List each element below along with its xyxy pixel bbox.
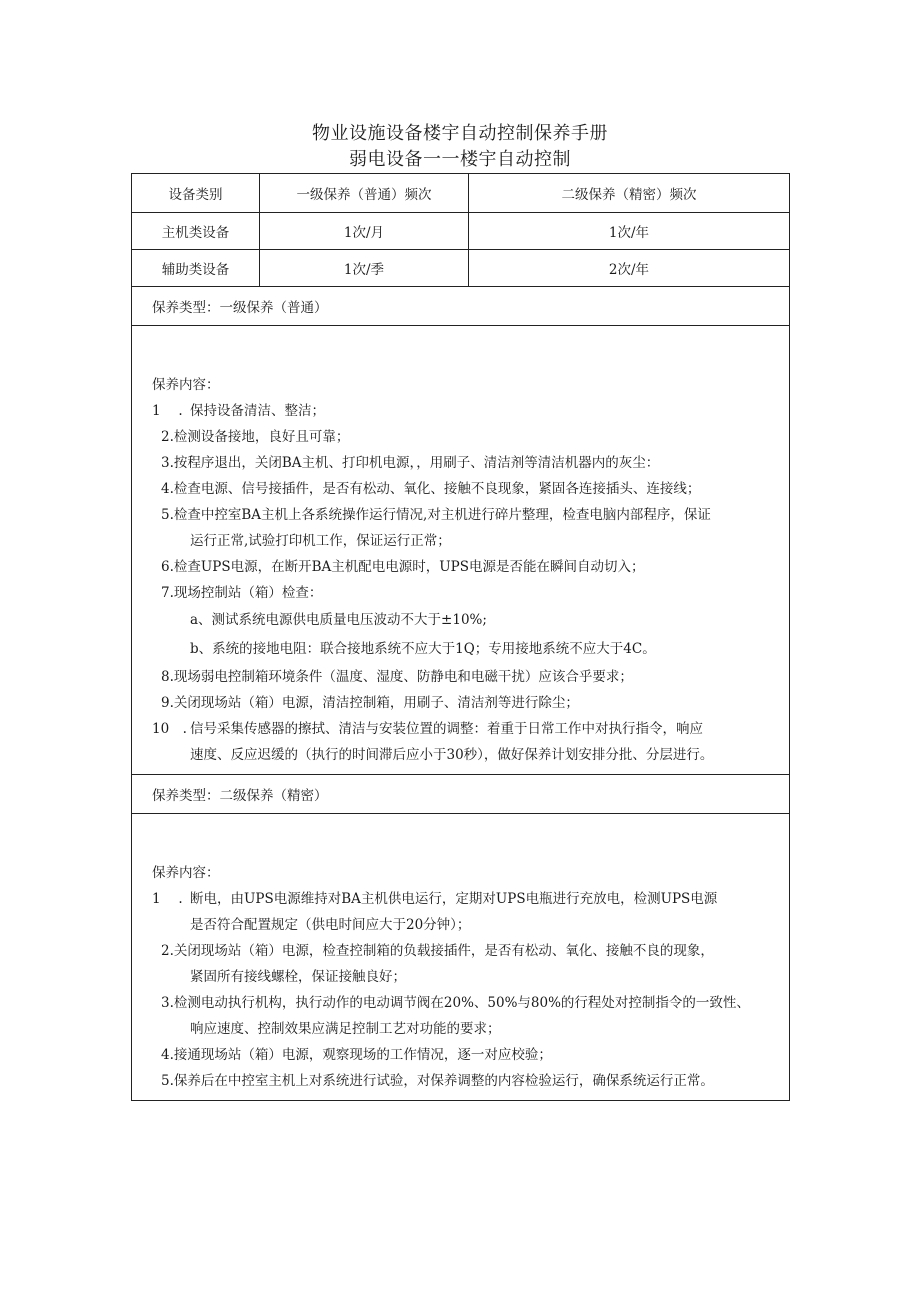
level2-content-cell [132,814,790,1101]
item-text: 信号采集传感器的擦拭、清洁与安装位置的调整：着重于日常工作中对执行指令，响应 [190,721,703,737]
header-level1-frequency: 一级保养（普通）频次 [260,174,469,213]
level1-type-row [132,287,790,326]
item-number: 3. [161,995,174,1011]
level1-item [152,502,785,528]
item-text: 按程序退出，关闭BA主机、打印机电源，，用刷子、清洁剂等清洁机器内的灰尘： [173,455,660,471]
item-text: 运行正常,试验打印机工作，保证运行正常； [190,533,451,549]
header-category: 设备类别 [132,174,260,213]
level2-item [152,938,785,964]
level1-item-continuation [152,528,785,554]
level2-item-continuation [152,912,785,938]
level1-sub-item: a、测试系统电源供电质量电压波动不大于±10%; [190,612,487,628]
item-number: 1 . [152,403,183,419]
frequency-header-row [132,174,790,213]
level2-item [152,1042,785,1068]
level2-frequency-cell: 1次/年 [469,213,790,250]
item-number: 5. [161,507,174,523]
level1-content-cell [132,326,790,775]
level2-item-continuation [152,1016,785,1042]
item-text: 保持设备清洁、整洁； [190,403,325,419]
item-text: 速度、反应迟缓的（执行的时间滞后应小于30秒），做好保养计划安排分批、分层进行。 [190,747,714,763]
item-number: 9. [161,695,174,711]
item-text: 响应速度、控制效果应满足控制工艺对功能的要求； [190,1021,501,1037]
item-text: 检测电动执行机构，执行动作的电动调节阀在20%、50%与80%的行程处对控制指令的一致性、 [173,995,750,1011]
item-text: 保养后在中控室主机上对系统进行试验，对保养调整的内容检验运行，确保系统运行正常。 [173,1073,714,1089]
item-text: 是否符合配置规定（供电时间应大于20分钟）； [190,917,471,933]
level2-type-label: 保养类型：二级保养（精密） [132,775,790,814]
item-number: 7. [161,585,174,601]
level2-content-label: 保养内容： [152,865,220,881]
level1-item [152,476,785,502]
level2-frequency-cell: 2次/年 [469,250,790,287]
item-text: 检查电源、信号接插件，是否有松动、氧化、接触不良现象，紧固各连接插头、连接线； [173,481,701,497]
level1-item [152,690,785,716]
item-number: 3. [161,455,174,471]
level1-frequency-cell: 1次/季 [260,250,469,287]
item-text: 检查UPS电源，在断开BA主机配电电源时，UPS电源是否能在瞬间自动切入； [173,559,645,575]
frequency-row-auxiliary [132,250,790,287]
level2-item [152,990,785,1016]
level1-frequency-cell: 1次/月 [260,213,469,250]
level1-item-continuation [152,742,785,768]
item-number: 1 . [152,891,183,907]
item-text: 断电，由UPS电源维持对BA主机供电运行，定期对UPS电瓶进行充放电，检测UPS电源 [190,891,718,907]
item-text: 接通现场站（箱）电源，观察现场的工作情况，逐一对应校验； [173,1047,552,1063]
level1-type-label: 保养类型：一级保养（普通） [132,287,790,326]
item-text: 关闭现场站（箱）电源，清洁控制箱，用刷子、清洁剂等进行除尘； [173,695,579,711]
level2-content-row [132,814,790,1101]
item-number: 5. [161,1073,174,1089]
level2-item-continuation [152,964,785,990]
header-level2-frequency: 二级保养（精密）频次 [469,174,790,213]
item-number: 8. [161,669,174,685]
item-number: 6. [161,559,174,575]
document-title: 物业设施设备楼宇自动控制保养手册 [312,123,608,144]
item-text: 关闭现场站（箱）电源，检查控制箱的负载接插件，是否有松动、氧化、接触不良的现象， [173,943,714,959]
level2-item [152,1068,785,1094]
item-text: 现场控制站（箱）检查： [173,585,323,601]
level1-content-row [132,326,790,775]
level1-item [152,716,785,742]
category-cell: 主机类设备 [132,213,260,250]
frequency-row-host [132,213,790,250]
level1-item [152,554,785,580]
item-number: 4. [161,1047,174,1063]
level1-item [152,580,785,606]
item-number: 10 . [152,721,187,737]
level2-type-row [132,775,790,814]
item-text: 检测设备接地，良好且可靠； [173,429,350,445]
level2-item [152,886,785,912]
level1-sub-item: b、系统的接地电阻：联合接地系统不应大于1Q；专用接地系统不应大于4C。 [190,641,656,657]
level1-item [152,450,785,476]
category-cell: 辅助类设备 [132,250,260,287]
item-number: 4. [161,481,174,497]
level1-item [152,398,785,424]
item-text: 现场弱电控制箱环境条件（温度、湿度、防静电和电磁干扰）应该合乎要求； [173,669,633,685]
item-text: 紧固所有接线螺栓，保证接触良好； [190,969,406,985]
level1-item [152,664,785,690]
level1-item [152,424,785,450]
level1-content-label: 保养内容： [152,377,220,393]
document-subtitle: 弱电设备一一楼宇自动控制 [349,149,571,170]
item-number: 2. [161,429,174,445]
item-number: 2. [161,943,174,959]
maintenance-table [131,173,790,1101]
item-text: 检查中控室BA主机上各系统操作运行情况,对主机进行碎片整理，检查电脑内部程序，保证 [173,507,711,523]
